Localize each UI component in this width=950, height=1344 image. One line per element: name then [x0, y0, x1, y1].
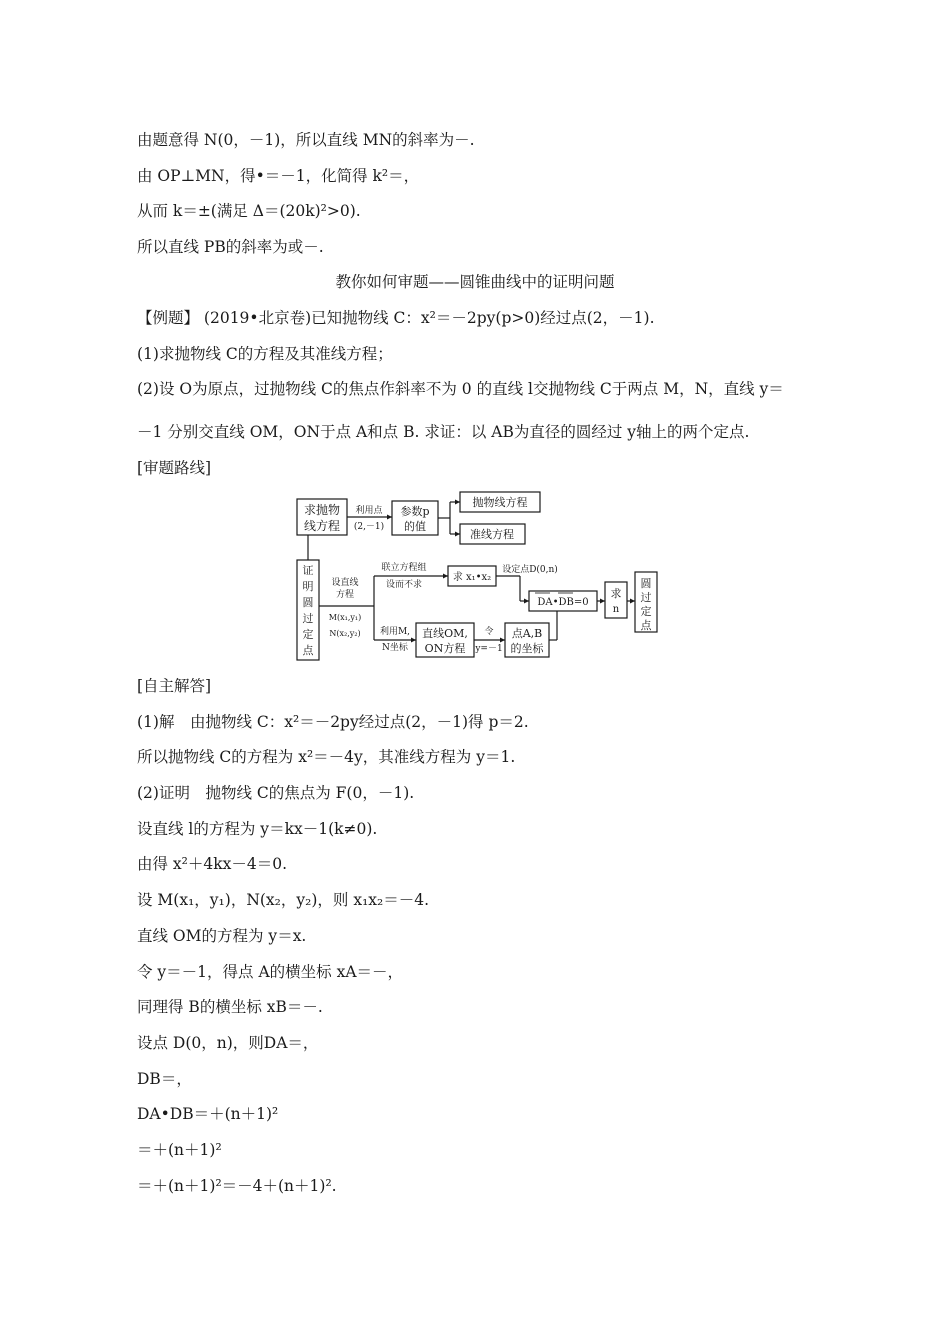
- box-prove-char: 过: [302, 612, 314, 625]
- box-find-x1x2-label: 求 x₁•x₂: [452, 572, 492, 583]
- solution-line: 同理得 B的横坐标 xB＝－.: [137, 998, 323, 1016]
- solution-line: ＝＋(n＋1)²: [137, 1141, 222, 1159]
- solution-line: 所以抛物线 C的方程为 x²＝－4y，其准线方程为 y＝1.: [137, 748, 516, 766]
- box-prove-char: 明: [302, 580, 314, 593]
- box-prove-char: 点: [302, 644, 314, 657]
- solution-line: 设直线 l的方程为 y＝kx－1(k≠0).: [137, 820, 378, 838]
- box-prove-char: 圆: [302, 596, 314, 609]
- solution-line: ＝＋(n＋1)²＝－4＋(n＋1)².: [137, 1177, 337, 1195]
- text-line: 由题意得 N(0，－1)，所以直线 MN的斜率为－.: [137, 131, 475, 149]
- label-fixed-point: 设定点D(0,n): [502, 565, 558, 575]
- box-parabola-eq-label: 抛物线方程: [472, 496, 528, 509]
- box-line-om-line-2: ON方程: [424, 642, 466, 655]
- label-set-line: 设直线: [331, 578, 359, 588]
- question-2-part-b: －1 分别交直线 OM，ON于点 A和点 B. 求证：以 AB为直径的圆经过 y轴上的两个定点.: [137, 423, 750, 441]
- box-directrix-eq-label: 准线方程: [470, 528, 514, 541]
- solution-line: 由得 x²＋4kx－4＝0.: [137, 855, 288, 873]
- arrow-label-use-point: 利用点: [355, 506, 383, 516]
- question-2-part-a: (2)设 O为原点，过抛物线 C的焦点作斜率不为 0 的直线 l交抛物线 C于两点 M，N，直线 y＝: [137, 380, 784, 398]
- solution-line: (2)证明 抛物线 C的焦点为 F(0，－1).: [137, 784, 415, 802]
- solution-line: 令 y＝－1，得点 A的横坐标 xA＝－，: [137, 963, 404, 981]
- text-line: 所以直线 PB的斜率为或－.: [137, 238, 324, 256]
- question-1: (1)求抛物线 C的方程及其准线方程；: [137, 345, 393, 363]
- solution-line: DB＝，: [137, 1070, 192, 1088]
- solution-line: (1)解 由抛物线 C：x²＝－2py经过点(2，－1)得 p＝2.: [137, 713, 529, 731]
- label-use-mn: 利用M,: [379, 627, 411, 637]
- text-line: 由 OP⊥MN，得•＝－1，化简得 k²＝，: [137, 167, 420, 185]
- label-solve-not: 设而不求: [385, 580, 423, 590]
- box-find-n-line-2: n: [612, 604, 620, 615]
- box-circle-char: 定: [640, 605, 652, 618]
- label-point-n: N(x₂,y₂): [329, 629, 361, 638]
- box-points-ab-line-2: 的坐标: [510, 642, 544, 655]
- reasoning-flowchart: [292, 486, 672, 666]
- example-statement: 【例题】 (2019•北京卷)已知抛物线 C：x²＝－2py(p>0)经过点(2，－1).: [137, 309, 655, 327]
- box-circle-char: 过: [640, 591, 652, 604]
- route-label: [审题路线]: [137, 459, 212, 477]
- box-circle-char: 点: [640, 619, 652, 632]
- box-prove-char: 证: [302, 564, 314, 577]
- label-set-line-eq: 方程: [335, 590, 355, 600]
- box-find-eq-line-2: 线方程: [303, 519, 341, 533]
- box-line-om-line-1: 直线OM,: [422, 627, 468, 640]
- arrow-label-point: (2,－1): [353, 522, 385, 532]
- box-points-ab-line-1: 点A,B: [511, 627, 543, 640]
- label-point-m: M(x₁,y₁): [328, 613, 362, 622]
- box-prove-char: 定: [302, 628, 314, 641]
- solution-line: 直线 OM的方程为 y＝x.: [137, 927, 307, 945]
- label-y-value: y=－1: [475, 644, 503, 654]
- label-let: 令: [484, 627, 494, 637]
- box-dot-product-label: DA•DB=0: [537, 597, 589, 608]
- box-param-line-1: 参数p: [400, 505, 430, 518]
- text-line: 从而 k＝±(满足 Δ＝(20k)²>0).: [137, 202, 361, 220]
- label-system: 联立方程组: [381, 563, 427, 573]
- solution-label: [自主解答]: [137, 677, 212, 695]
- box-param-line-2: 的值: [404, 520, 426, 533]
- solution-line: DA•DB＝＋(n＋1)²: [137, 1105, 279, 1123]
- box-find-n-line-1: 求: [610, 587, 622, 600]
- box-circle-char: 圆: [640, 577, 652, 590]
- section-heading: 教你如何审题——圆锥曲线中的证明问题: [335, 273, 615, 291]
- label-coordinates: N坐标: [382, 643, 408, 653]
- solution-line: 设 M(x₁，y₁)，N(x₂，y₂)，则 x₁x₂＝－4.: [137, 891, 430, 909]
- box-find-eq-line-1: 求抛物: [303, 503, 341, 517]
- solution-line: 设点 D(0，n)，则DA＝，: [137, 1034, 319, 1052]
